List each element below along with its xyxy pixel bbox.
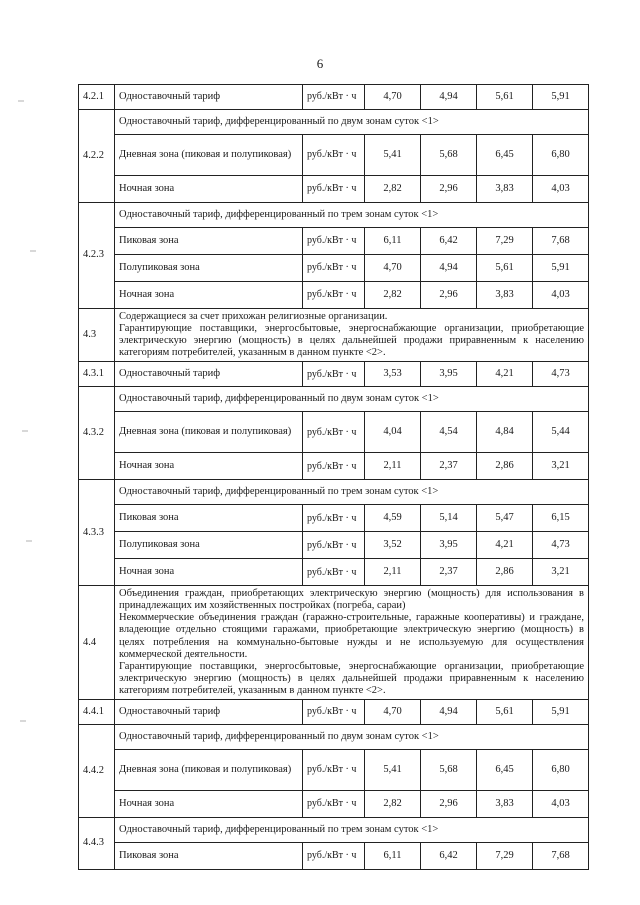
unit-cell: руб./кВт · ч [303,362,365,387]
value-cell: 7,68 [533,228,589,255]
value-cell: 4,03 [533,282,589,309]
row-code: 4.4.2 [79,724,115,817]
value-cell: 4,59 [365,505,421,532]
value-cell: 6,42 [421,228,477,255]
section-paragraph: Гарантирующие поставщики, энергосбытовые, энергоснабжающие организации, приобретающие электрическую энергию (мощность) в целях дальнейшей продажи приравненным к населению категориям потребителей, указанным в данном пункте <2>. [119,660,584,696]
unit-cell: руб./кВт · ч [303,282,365,309]
tariff-group-header [79,480,589,505]
tariff-row [79,362,589,387]
row-label: Одноставочный тариф [115,699,303,724]
row-code: 4.4.3 [79,817,115,869]
zone-label: Ночная зона [115,176,303,203]
scan-speck [20,720,26,722]
value-cell: 2,82 [365,790,421,817]
value-cell: 2,11 [365,453,421,480]
value-cell: 4,73 [533,532,589,559]
value-cell: 5,61 [477,255,533,282]
section-paragraph: Некоммерческие объединения граждан (гаражно-строительные, гаражные кооперативы) и граждане, владеющие отдельно стоящими гаражами, приобретающие электрическую энергию (мощность) в целях потребления на коммунально-бытовые нужды и не используемую для осуществления коммерческой деятельности. [119,612,584,660]
tariff-group-header [79,724,589,749]
value-cell: 2,86 [477,453,533,480]
value-cell: 4,54 [421,412,477,453]
group-title: Одноставочный тариф, дифференцированный по трем зонам суток <1> [115,817,589,842]
group-title: Одноставочный тариф, дифференцированный по двум зонам суток <1> [115,387,589,412]
unit-cell: руб./кВт · ч [303,749,365,790]
row-code: 4.2.1 [79,85,115,110]
value-cell: 4,70 [365,85,421,110]
value-cell: 5,14 [421,505,477,532]
unit-cell: руб./кВт · ч [303,842,365,869]
tariff-subrow [79,749,589,790]
zone-label: Полупиковая зона [115,532,303,559]
value-cell: 7,29 [477,228,533,255]
value-cell: 3,83 [477,282,533,309]
tariff-group-header [79,817,589,842]
section-paragraph: Содержащиеся за счет прихожан религиозные организации. [119,311,388,322]
section-paragraph: Объединения граждан, приобретающих электрическую энергию (мощность) для использования в принадлежащих им хозяйственных постройках (погреба, сараи) [119,588,584,612]
value-cell: 5,91 [533,85,589,110]
value-cell: 3,83 [477,176,533,203]
value-cell: 3,21 [533,453,589,480]
tariff-table [78,84,589,870]
value-cell: 2,37 [421,453,477,480]
value-cell: 5,47 [477,505,533,532]
scan-speck [22,430,28,432]
page-number: 6 [316,56,324,71]
scan-speck [26,540,32,542]
scan-speck [18,100,24,102]
value-cell: 6,45 [477,749,533,790]
section-code: 4.4 [79,586,115,700]
row-code: 4.2.2 [79,110,115,203]
tariff-subrow [79,228,589,255]
value-cell: 4,70 [365,255,421,282]
tariff-subrow [79,412,589,453]
unit-cell: руб./кВт · ч [303,559,365,586]
value-cell: 4,94 [421,255,477,282]
tariff-subrow [79,135,589,176]
value-cell: 3,21 [533,559,589,586]
row-label: Одноставочный тариф [115,85,303,110]
zone-label: Пиковая зона [115,505,303,532]
tariff-subrow [79,505,589,532]
tariff-subrow [79,255,589,282]
unit-cell: руб./кВт · ч [303,135,365,176]
row-code: 4.2.3 [79,203,115,309]
tariff-subrow [79,282,589,309]
value-cell: 6,15 [533,505,589,532]
value-cell: 5,61 [477,699,533,724]
tariff-subrow [79,559,589,586]
group-title: Одноставочный тариф, дифференцированный по двум зонам суток <1> [115,110,589,135]
group-title: Одноставочный тариф, дифференцированный по трем зонам суток <1> [115,480,589,505]
value-cell: 2,96 [421,790,477,817]
value-cell: 4,21 [477,362,533,387]
unit-cell: руб./кВт · ч [303,505,365,532]
row-code: 4.3.2 [79,387,115,480]
unit-cell: руб./кВт · ч [303,412,365,453]
row-code: 4.3.3 [79,480,115,586]
tariff-subrow [79,453,589,480]
value-cell: 5,91 [533,699,589,724]
section-description [115,586,589,700]
zone-label: Ночная зона [115,559,303,586]
value-cell: 2,37 [421,559,477,586]
value-cell: 5,61 [477,85,533,110]
value-cell: 5,41 [365,135,421,176]
zone-label: Дневная зона (пиковая и полупиковая) [115,135,303,176]
value-cell: 4,03 [533,790,589,817]
value-cell: 2,86 [477,559,533,586]
group-title: Одноставочный тариф, дифференцированный по двум зонам суток <1> [115,724,589,749]
unit-cell: руб./кВт · ч [303,228,365,255]
tariff-row [79,85,589,110]
value-cell: 5,91 [533,255,589,282]
value-cell: 3,53 [365,362,421,387]
consumer-section [79,586,589,700]
value-cell: 2,96 [421,282,477,309]
unit-cell: руб./кВт · ч [303,255,365,282]
value-cell: 5,44 [533,412,589,453]
zone-label: Пиковая зона [115,842,303,869]
value-cell: 3,95 [421,532,477,559]
zone-label: Ночная зона [115,282,303,309]
tariff-group-header [79,203,589,228]
unit-cell: руб./кВт · ч [303,699,365,724]
value-cell: 6,11 [365,842,421,869]
tariff-subrow [79,790,589,817]
tariff-group-header [79,110,589,135]
unit-cell: руб./кВт · ч [303,453,365,480]
value-cell: 4,94 [421,699,477,724]
unit-cell: руб./кВт · ч [303,85,365,110]
zone-label: Дневная зона (пиковая и полупиковая) [115,412,303,453]
section-paragraph: Гарантирующие поставщики, энергосбытовые, энергоснабжающие организации, приобретающие электрическую энергию (мощность) в целях дальнейшей продажи приравненным к населению категориям потребителей, указанным в данном пункте <2>. [119,323,584,359]
value-cell: 7,29 [477,842,533,869]
tariff-group-header [79,387,589,412]
consumer-section [79,309,589,362]
zone-label: Полупиковая зона [115,255,303,282]
value-cell: 6,80 [533,135,589,176]
value-cell: 4,70 [365,699,421,724]
scan-speck [30,250,36,252]
value-cell: 3,52 [365,532,421,559]
row-label: Одноставочный тариф [115,362,303,387]
unit-cell: руб./кВт · ч [303,790,365,817]
row-code: 4.3.1 [79,362,115,387]
value-cell: 4,04 [365,412,421,453]
value-cell: 6,42 [421,842,477,869]
value-cell: 4,94 [421,85,477,110]
tariff-subrow [79,532,589,559]
value-cell: 3,83 [477,790,533,817]
value-cell: 6,45 [477,135,533,176]
value-cell: 2,82 [365,282,421,309]
group-title: Одноставочный тариф, дифференцированный по трем зонам суток <1> [115,203,589,228]
section-description [115,309,589,362]
section-code: 4.3 [79,309,115,362]
tariff-subrow [79,176,589,203]
unit-cell: руб./кВт · ч [303,176,365,203]
value-cell: 5,68 [421,135,477,176]
value-cell: 2,82 [365,176,421,203]
value-cell: 5,41 [365,749,421,790]
value-cell: 4,21 [477,532,533,559]
tariff-subrow [79,842,589,869]
zone-label: Пиковая зона [115,228,303,255]
value-cell: 5,68 [421,749,477,790]
zone-label: Дневная зона (пиковая и полупиковая) [115,749,303,790]
value-cell: 7,68 [533,842,589,869]
tariff-row [79,699,589,724]
value-cell: 4,84 [477,412,533,453]
zone-label: Ночная зона [115,790,303,817]
value-cell: 2,96 [421,176,477,203]
value-cell: 3,95 [421,362,477,387]
value-cell: 2,11 [365,559,421,586]
value-cell: 4,73 [533,362,589,387]
value-cell: 6,80 [533,749,589,790]
zone-label: Ночная зона [115,453,303,480]
unit-cell: руб./кВт · ч [303,532,365,559]
value-cell: 4,03 [533,176,589,203]
value-cell: 6,11 [365,228,421,255]
row-code: 4.4.1 [79,699,115,724]
